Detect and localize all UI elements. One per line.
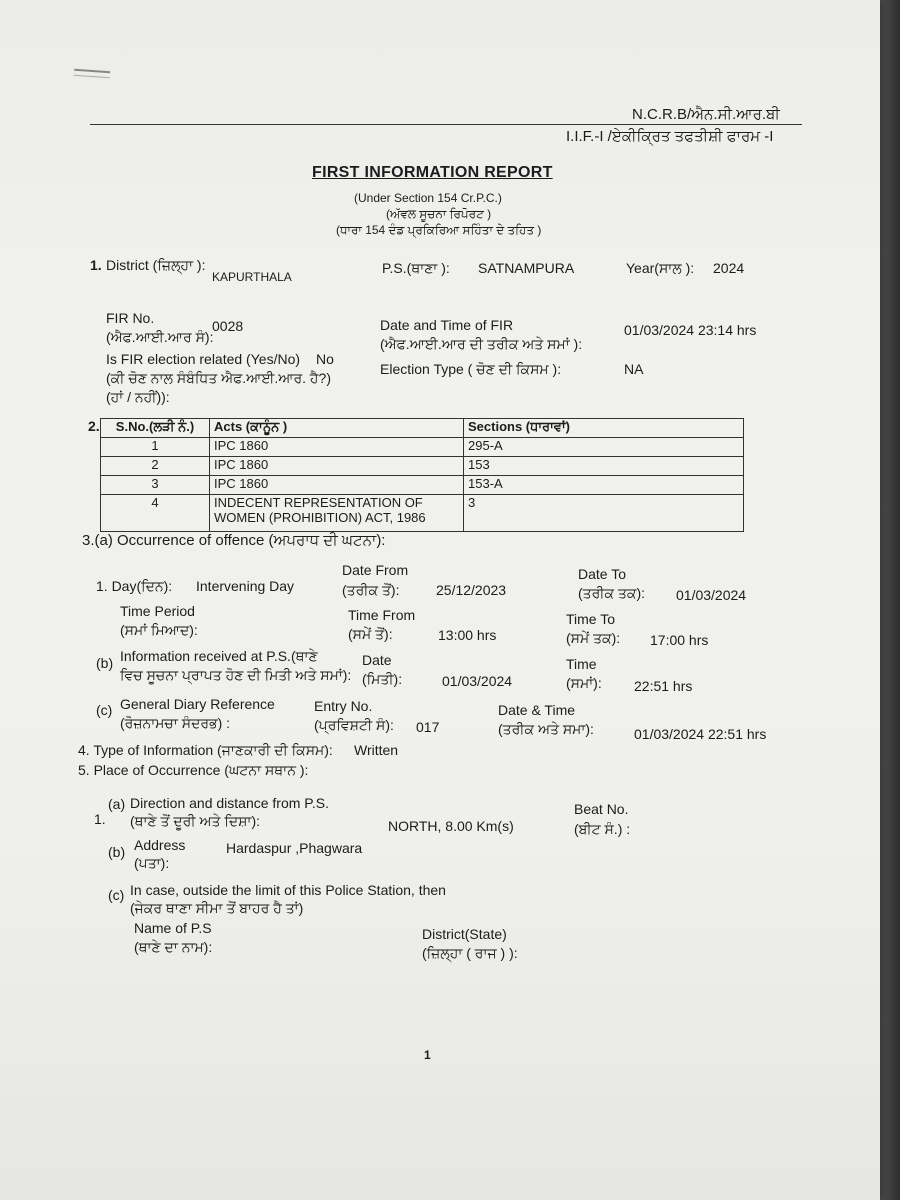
acts-sections-table [100, 418, 744, 532]
gd-reference-label: General Diary Reference [120, 696, 275, 712]
col-header-acts: Acts (ਕਾਨੂੰਨ ) [210, 419, 464, 438]
election-type-value: NA [624, 361, 644, 377]
time-to-label-punjabi: (ਸਮੇਂ ਤਕ): [566, 630, 621, 646]
fir-no-label-punjabi: (ਐਫ.ਆਈ.ਆਰ ਸੰ): [106, 329, 214, 345]
act-cell: IPC 1860 [210, 476, 464, 495]
info-date-value: 01/03/2024 [442, 673, 513, 689]
section-2-number: 2. [88, 418, 100, 434]
date-from-label: Date From [342, 562, 409, 578]
section-5b-tag: (b) [108, 844, 126, 860]
section-3b-tag: (b) [96, 655, 114, 671]
ps-name-label-punjabi: (ਥਾਣੇ ਦਾ ਨਾਮ): [134, 939, 213, 955]
ncrb-header: N.C.R.B/ਐਨ.ਸੀ.ਆਰ.ਬੀ [632, 106, 780, 123]
fir-no-value: 0028 [212, 318, 244, 334]
date-to-label: Date To [578, 566, 626, 582]
date-from-value: 25/12/2023 [436, 582, 507, 598]
sno-cell: 2 [101, 457, 210, 476]
district-label: District (ਜ਼ਿਲ੍ਹਾ ): [106, 257, 206, 273]
header-rule [90, 124, 802, 125]
place-of-occurrence-heading: 5. Place of Occurrence (ਘਟਨਾ ਸਥਾਨ ): [78, 762, 309, 778]
staple-mark [74, 69, 110, 78]
election-type-label: Election Type ( ਚੋਣ ਦੀ ਕਿਸਮ ): [380, 361, 562, 377]
date-from-label-punjabi: (ਤਰੀਕ ਤੋਂ): [342, 582, 400, 598]
occurrence-heading: 3.(a) Occurrence of offence (ਅਪਰਾਧ ਦੀ ਘਟਨਾ): [82, 532, 386, 549]
info-type-value: Written [354, 742, 399, 758]
col-header-sno: S.No.(ਲੜੀ ਨੰ.) [101, 419, 210, 438]
entry-no-label: Entry No. [314, 698, 373, 714]
gd-datetime-label-punjabi: (ਤਰੀਕ ਅਤੇ ਸਮਾ): [498, 721, 594, 737]
section-cell: 3 [464, 495, 744, 532]
section-3c-tag: (c) [96, 702, 113, 718]
day-label: 1. Day(ਦਿਨ): [96, 578, 173, 594]
time-period-label-punjabi: (ਸਮਾਂ ਮਿਆਦ): [120, 622, 198, 638]
place-item-number: 1. [94, 811, 106, 827]
info-received-label: Information received at P.S.(ਥਾਣੇ [120, 648, 318, 664]
year-label: Year(ਸਾਲ ): [626, 260, 695, 276]
table-row [101, 476, 744, 495]
time-from-label: Time From [348, 607, 416, 623]
fir-datetime-label-punjabi: (ਐਫ.ਆਈ.ਆਰ ਦੀ ਤਰੀਕ ਅਤੇ ਸਮਾਂ ): [380, 336, 583, 352]
table-header-row [101, 419, 744, 438]
table-row [101, 438, 744, 457]
beat-no-label: Beat No. [574, 801, 629, 817]
fir-no-label: FIR No. [106, 310, 155, 326]
page-number: 1 [424, 1048, 431, 1062]
act-cell: INDECENT REPRESENTATION OF WOMEN (PROHIBITION) ACT, 1986 [210, 495, 464, 532]
section-1-number: 1. [90, 257, 102, 273]
election-related-label-punjabi: (ਕੀ ਚੋਣ ਨਾਲ ਸੰਬੰਧਿਤ ਐਫ.ਆਈ.ਆਰ. ਹੈ?) [106, 370, 331, 386]
subtitle-section-punjabi: (ਧਾਰਾ 154 ਦੰਡ ਪ੍ਰਕਿਰਿਆ ਸਹਿੰਤਾ ਦੇ ਤਹਿਤ ) [336, 223, 542, 237]
election-related-yesno-punjabi: (ਹਾਂ / ਨਹੀਂ)): [106, 389, 170, 405]
info-time-label: Time [566, 656, 597, 672]
entry-no-value: 017 [416, 719, 440, 735]
time-to-label: Time To [566, 611, 616, 627]
direction-distance-label: Direction and distance from P.S. [130, 795, 329, 811]
outside-limit-label: In case, outside the limit of this Police Station, then [130, 882, 446, 898]
district-state-label: District(State) [422, 926, 507, 942]
ps-name-label: Name of P.S [134, 920, 212, 936]
gd-reference-label-punjabi: (ਰੋਜ਼ਨਾਮਚਾ ਸੰਦਰਭ) : [120, 715, 231, 731]
time-period-label: Time Period [120, 603, 195, 619]
info-time-label-punjabi: (ਸਮਾਂ): [566, 675, 602, 691]
act-cell: IPC 1860 [210, 457, 464, 476]
section-5c-tag: (c) [108, 887, 125, 903]
time-from-value: 13:00 hrs [438, 627, 497, 643]
info-date-label-punjabi: (ਮਿਤੀ): [362, 671, 403, 687]
info-time-value: 22:51 hrs [634, 678, 693, 694]
sno-cell: 1 [101, 438, 210, 457]
ps-value: SATNAMPURA [478, 260, 575, 276]
beat-no-label-punjabi: (ਬੀਟ ਸੰ.) : [574, 821, 631, 837]
section-cell: 153 [464, 457, 744, 476]
table-row [101, 457, 744, 476]
section-5a-tag: (a) [108, 796, 126, 812]
time-to-value: 17:00 hrs [650, 632, 709, 648]
district-state-label-punjabi: (ਜ਼ਿਲ੍ਹਾ ( ਰਾਜ ) ): [422, 945, 518, 961]
ps-label: P.S.(ਥਾਣਾ ): [382, 260, 450, 276]
gd-datetime-label: Date & Time [498, 702, 576, 718]
info-date-label: Date [362, 652, 392, 668]
address-value: Hardaspur ,Phagwara [226, 840, 363, 856]
section-cell: 153-A [464, 476, 744, 495]
subtitle-punjabi: (ਅੱਵਲ ਸੂਚਨਾ ਰਿਪੋਰਟ ) [386, 207, 492, 221]
gd-datetime-value: 01/03/2024 22:51 hrs [634, 726, 767, 742]
subtitle-section: (Under Section 154 Cr.P.C.) [354, 191, 502, 205]
entry-no-label-punjabi: (ਪ੍ਰਵਿਸ਼ਟੀ ਸੰ): [314, 717, 394, 733]
info-received-label-punjabi: ਵਿਚ ਸੂਚਨਾ ਪ੍ਰਾਪਤ ਹੋਣ ਦੀ ਮਿਤੀ ਅਤੇ ਸਮਾਂ): [120, 667, 352, 683]
fir-datetime-value: 01/03/2024 23:14 hrs [624, 322, 757, 338]
fir-datetime-label: Date and Time of FIR [380, 317, 514, 333]
direction-distance-label-punjabi: (ਥਾਣੇ ਤੋਂ ਦੂਰੀ ਅਤੇ ਦਿਸ਼ਾ): [130, 813, 260, 829]
year-value: 2024 [713, 260, 745, 276]
col-header-sections: Sections (ਧਾਰਾਵਾਂ) [464, 419, 744, 438]
direction-distance-value: NORTH, 8.00 Km(s) [388, 818, 514, 834]
address-label-punjabi: (ਪਤਾ): [134, 855, 170, 871]
sno-cell: 4 [101, 495, 210, 532]
outside-limit-label-punjabi: (ਜੇਕਰ ਥਾਣਾ ਸੀਮਾ ਤੋਂ ਬਾਹਰ ਹੈ ਤਾਂ) [130, 900, 304, 916]
address-label: Address [134, 837, 186, 853]
document-title: FIRST INFORMATION REPORT [312, 164, 553, 181]
election-related-label: Is FIR election related (Yes/No) [106, 351, 301, 367]
district-value: KAPURTHALA [212, 270, 292, 284]
table-row [101, 495, 744, 532]
date-to-value: 01/03/2024 [676, 587, 747, 603]
iif-header: I.I.F.-I /ਏਕੀਕ੍ਰਿਤ ਤਫਤੀਸ਼ੀ ਫਾਰਮ -I [566, 128, 774, 145]
section-cell: 295-A [464, 438, 744, 457]
day-value: Intervening Day [196, 578, 295, 594]
sno-cell: 3 [101, 476, 210, 495]
time-from-label-punjabi: (ਸਮੇਂ ਤੋਂ): [348, 626, 393, 642]
date-to-label-punjabi: (ਤਰੀਕ ਤਕ): [578, 585, 646, 601]
election-related-value: No [316, 351, 334, 367]
act-cell: IPC 1860 [210, 438, 464, 457]
info-type-label: 4. Type of Information (ਜਾਣਕਾਰੀ ਦੀ ਕਿਸਮ): [78, 742, 333, 758]
